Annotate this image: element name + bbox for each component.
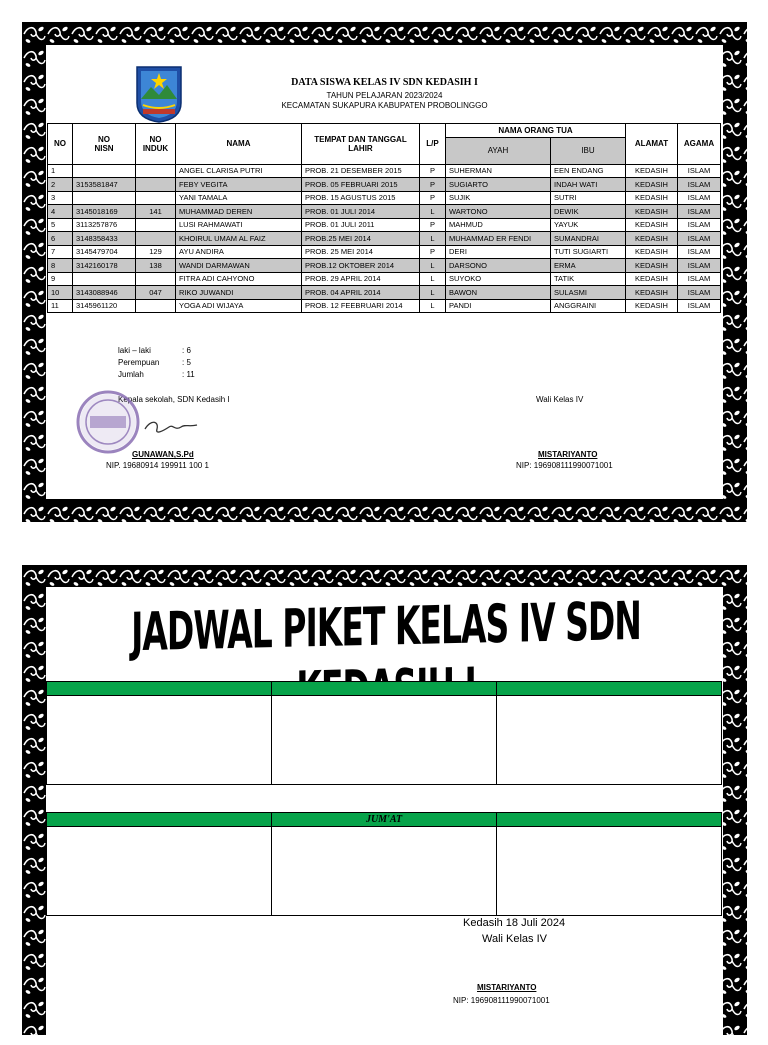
table-row [48,164,721,178]
cell-ayah: BAWON [446,286,551,300]
col-ayah: AYAH [446,137,551,164]
cell-induk: 047 [136,286,176,300]
table-row [48,245,721,259]
signer-role: Wali Kelas IV [482,933,548,945]
cell-induk [136,191,176,205]
cell-induk: 129 [136,245,176,259]
cell-no: 8 [48,259,73,273]
cell-nisn: 3148358433 [73,232,136,246]
cell-ayah: MUHAMMAD ER FENDI [446,232,551,246]
day-header [272,682,497,696]
cell-lp: L [420,272,446,286]
schedule-title: JADWAL PIKET KELAS IV SDN [131,589,641,664]
col-agama: AGAMA [678,124,721,165]
cell-ayah: SUJIK [446,191,551,205]
cell-no: 6 [48,232,73,246]
total-label: Jumlah [118,370,144,379]
col-nisn: NO NISN [73,124,136,165]
cell-alamat: KEDASIH [626,191,678,205]
cell-nisn [73,272,136,286]
duty-schedule-page [22,565,747,1035]
cell-agama: ISLAM [678,259,721,273]
cell-nama: MUHAMMAD DEREN [176,205,302,219]
col-induk: NO INDUK [136,124,176,165]
cell-ttl: PROB. 25 MEI 2014 [302,245,420,259]
cell-induk [136,164,176,178]
table-row [48,232,721,246]
cell-ttl: PROB.25 MEI 2014 [302,232,420,246]
cell-ttl: PROB. 01 JULI 2014 [302,205,420,219]
female-count: : 5 [182,358,191,367]
cell-ayah: MAHMUD [446,218,551,232]
male-count: : 6 [182,346,191,355]
homeroom-teacher-label: Wali Kelas IV [536,395,584,404]
table-row [48,286,721,300]
cell-nisn: 3145961120 [73,299,136,313]
cell-induk [136,178,176,192]
cell-alamat: KEDASIH [626,245,678,259]
school-stamp-seal [76,390,141,455]
cell-ayah: WARTONO [446,205,551,219]
duty-table-top [46,681,722,785]
cell-nisn: 3113257876 [73,218,136,232]
page-content [46,45,723,499]
student-rows [48,164,721,313]
cell-induk [136,218,176,232]
cell-ayah: SUHERMAN [446,164,551,178]
cell-nama: FITRA ADI CAHYONO [176,272,302,286]
cell-nama: YANI TAMALA [176,191,302,205]
cell-nama: YOGA ADI WIJAYA [176,299,302,313]
cell-alamat: KEDASIH [626,218,678,232]
col-ortu: NAMA ORANG TUA [446,124,626,138]
cell-no: 1 [48,164,73,178]
cell-ayah: DARSONO [446,259,551,273]
cell-ttl: PROB.12 OKTOBER 2014 [302,259,420,273]
cell-ibu: YAYUK [551,218,626,232]
headmaster-name: GUNAWAN,S.Pd [132,450,194,459]
cell-nisn [73,164,136,178]
cell-ibu: SULASMI [551,286,626,300]
cell-alamat: KEDASIH [626,205,678,219]
cell-ayah: SUYOKO [446,272,551,286]
cell-alamat: KEDASIH [626,232,678,246]
cell-nisn: 3153581847 [73,178,136,192]
cell-lp: L [420,286,446,300]
cell-lp: P [420,178,446,192]
table-row [48,178,721,192]
cell-agama: ISLAM [678,178,721,192]
cell-no: 11 [48,299,73,313]
table-row [48,205,721,219]
cell-nama: RIKO JUWANDI [176,286,302,300]
cell-agama: ISLAM [678,232,721,246]
cell-ayah: PANDI [446,299,551,313]
cell-agama: ISLAM [678,245,721,259]
cell-agama: ISLAM [678,272,721,286]
cell-ttl: PROB. 01 JULI 2011 [302,218,420,232]
col-lp: L/P [420,124,446,165]
academic-year: TAHUN PELAJARAN 2023/2024 [326,91,443,100]
day-header [47,813,272,827]
table-row [48,299,721,313]
col-alamat: ALAMAT [626,124,678,165]
cell-agama: ISLAM [678,164,721,178]
duty-cell [272,827,497,916]
female-label: Perempuan [118,358,160,367]
total-count: : 11 [182,370,195,379]
headmaster-nip: NIP. 19680914 199911 100 1 [106,461,209,470]
teacher-name: MISTARIYANTO [538,450,598,459]
cell-ibu: EEN ENDANG [551,164,626,178]
signer-name: MISTARIYANTO [477,983,537,992]
cell-nisn: 3145479704 [73,245,136,259]
cell-no: 2 [48,178,73,192]
cell-alamat: KEDASIH [626,178,678,192]
cell-ibu: SUMANDRAI [551,232,626,246]
cell-ibu: INDAH WATI [551,178,626,192]
day-header [47,682,272,696]
cell-alamat: KEDASIH [626,299,678,313]
headmaster-label: Kepala sekolah, SDN Kedasih I [118,395,230,404]
cell-agama: ISLAM [678,205,721,219]
cell-nama: KHOIRUL UMAM AL FAIZ [176,232,302,246]
col-no: NO [48,124,73,165]
cell-nisn [73,191,136,205]
cell-ttl: PROB. 12 FEEBRUARI 2014 [302,299,420,313]
place-date: Kedasih 18 Juli 2024 [463,917,566,929]
cell-ayah: DERI [446,245,551,259]
signer-nip: NIP: 196908111990071001 [453,996,550,1005]
cell-nama: FEBY VEGITA [176,178,302,192]
cell-nama: WANDI DARMAWAN [176,259,302,273]
cell-nisn: 3142160178 [73,259,136,273]
male-label: laki – laki [118,346,151,355]
gender-summary [118,345,195,381]
table-row [48,259,721,273]
cell-lp: P [420,218,446,232]
cell-induk [136,299,176,313]
cell-no: 5 [48,218,73,232]
cell-induk: 138 [136,259,176,273]
cell-lp: L [420,259,446,273]
cell-ibu: ANGGRAINI [551,299,626,313]
day-header [497,682,722,696]
cell-agama: ISLAM [678,286,721,300]
student-data-page [22,22,747,522]
cell-nama: ANGEL CLARISA PUTRI [176,164,302,178]
cell-nisn: 3145018169 [73,205,136,219]
day-header-jumat: JUM'AT [272,813,497,827]
cell-lp: L [420,205,446,219]
cell-induk [136,272,176,286]
duty-cell [47,696,272,785]
headmaster-signature [141,415,201,440]
cell-agama: ISLAM [678,299,721,313]
cell-alamat: KEDASIH [626,259,678,273]
cell-ttl: PROB. 05 FEBRUARI 2015 [302,178,420,192]
col-ttl: TEMPAT DAN TANGGAL LAHIR [302,124,420,165]
student-table [47,123,721,313]
cell-lp: P [420,164,446,178]
cell-no: 9 [48,272,73,286]
cell-alamat: KEDASIH [626,164,678,178]
table-row [48,272,721,286]
cell-ttl: PROB. 15 AGUSTUS 2015 [302,191,420,205]
cell-no: 10 [48,286,73,300]
cell-ttl: PROB. 21 DESEMBER 2015 [302,164,420,178]
cell-lp: L [420,299,446,313]
cell-agama: ISLAM [678,191,721,205]
cell-lp: L [420,232,446,246]
table-row [48,191,721,205]
cell-ibu: TUTI SUGIARTI [551,245,626,259]
cell-ttl: PROB. 29 APRIL 2014 [302,272,420,286]
duty-cell [497,827,722,916]
cell-alamat: KEDASIH [626,286,678,300]
cell-no: 4 [48,205,73,219]
cell-lp: P [420,191,446,205]
page-content [46,587,723,1045]
cell-no: 7 [48,245,73,259]
duty-cell [47,827,272,916]
table-row [48,218,721,232]
duty-cell [272,696,497,785]
cell-ttl: PROB. 04 APRIL 2014 [302,286,420,300]
col-nama: NAMA [176,124,302,165]
cell-ibu: ERMA [551,259,626,273]
cell-alamat: KEDASIH [626,272,678,286]
cell-lp: P [420,245,446,259]
cell-ibu: SUTRI [551,191,626,205]
cell-nisn: 3143088946 [73,286,136,300]
cell-induk [136,232,176,246]
cell-induk: 141 [136,205,176,219]
teacher-nip: NIP: 196908111990071001 [516,461,613,470]
cell-ibu: TATIK [551,272,626,286]
district-line: KECAMATAN SUKAPURA KABUPATEN PROBOLINGGO [281,101,488,110]
col-ibu: IBU [551,137,626,164]
day-header [497,813,722,827]
cell-nama: AYU ANDIRA [176,245,302,259]
cell-ibu: DEWIK [551,205,626,219]
duty-cell [497,696,722,785]
document-title: DATA SISWA KELAS IV SDN KEDASIH I [291,77,478,88]
duty-table-bottom [46,812,722,916]
cell-ayah: SUGIARTO [446,178,551,192]
cell-no: 3 [48,191,73,205]
cell-agama: ISLAM [678,218,721,232]
cell-nama: LUSI RAHMAWATI [176,218,302,232]
